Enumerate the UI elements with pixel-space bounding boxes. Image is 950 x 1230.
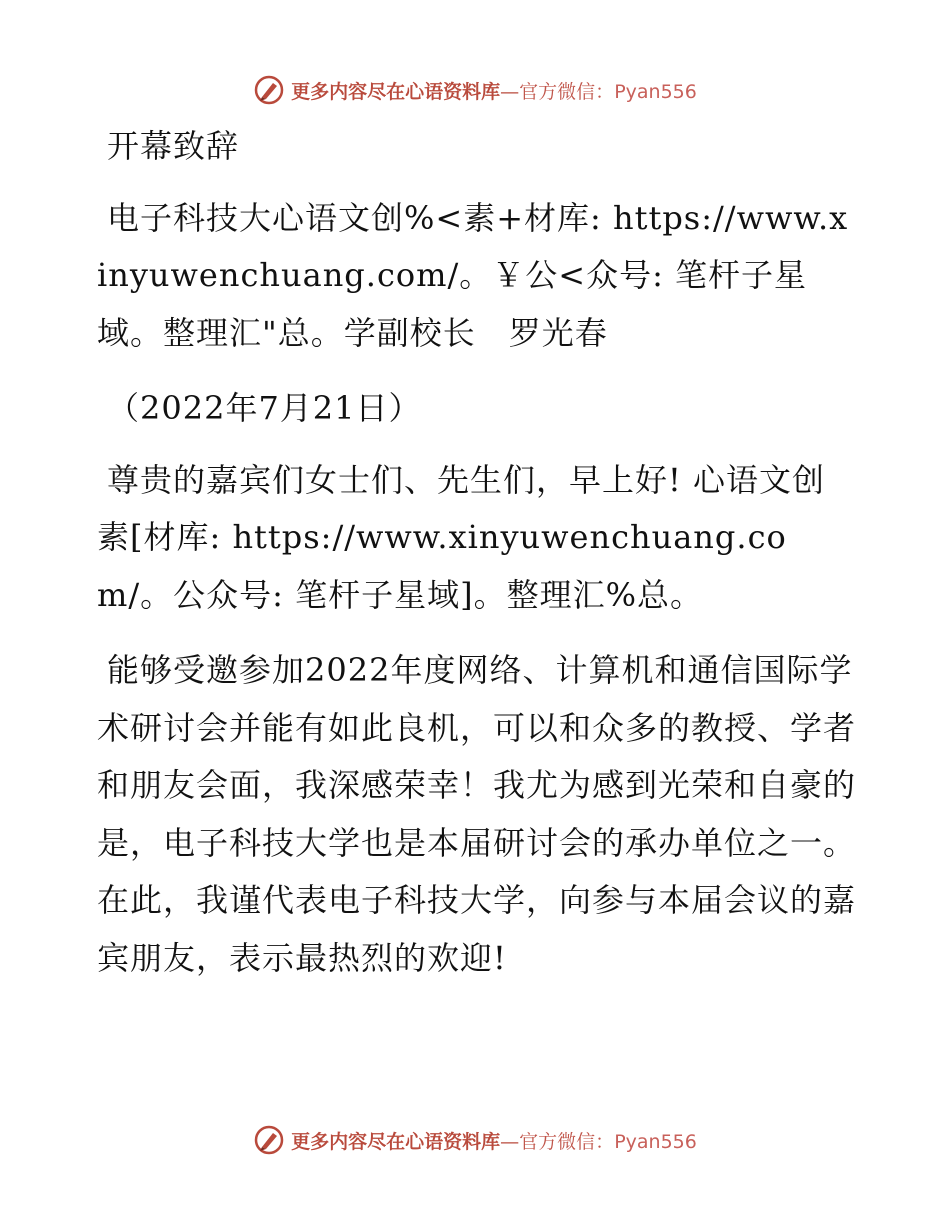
footer-dash: —	[500, 1130, 520, 1153]
header-dash: —	[500, 80, 520, 103]
footer-official-label: 官方微信：	[519, 1130, 615, 1153]
pen-logo-icon	[253, 1124, 285, 1156]
header-wechat-id: Pyan556	[614, 80, 697, 103]
header-official-label: 官方微信：	[519, 80, 615, 103]
footer-brand: 更多内容尽在心语资料库	[291, 1130, 501, 1153]
speech-date: （2022年7月21日）	[107, 389, 422, 427]
footer-watermark	[0, 1123, 950, 1157]
document-body	[97, 118, 857, 1005]
pen-logo-icon	[253, 74, 285, 106]
footer-wechat-id: Pyan556	[614, 1130, 697, 1153]
header-watermark	[0, 73, 950, 107]
author-line: 电子科技大心语文创%<素+材库: https://www.xinyuwenchuang.com/。￥公<众号: 笔杆子星域。整理汇"总。学副校长 罗光春	[97, 198, 849, 352]
greeting-paragraph: 尊贵的嘉宾们女士们、先生们，早上好! 心语文创素[材库: https://www.xinyuwenchuang.com/。公众号: 笔杆子星域]。整理汇%总。	[97, 460, 826, 614]
body-paragraph: 能够受邀参加2022年度网络、计算机和通信国际学术研讨会并能有如此良机，可以和众多的教授、学者和朋友会面，我深感荣幸！我尤为感到光荣和自豪的是，电子科技大学也是本届研讨会的承办单位之一。在此，我谨代表电子科技大学，向参与本届会议的嘉宾朋友，表示最热烈的欢迎!	[97, 651, 857, 977]
header-brand: 更多内容尽在心语资料库	[291, 80, 501, 103]
document-title: 开幕致辞	[107, 127, 240, 165]
